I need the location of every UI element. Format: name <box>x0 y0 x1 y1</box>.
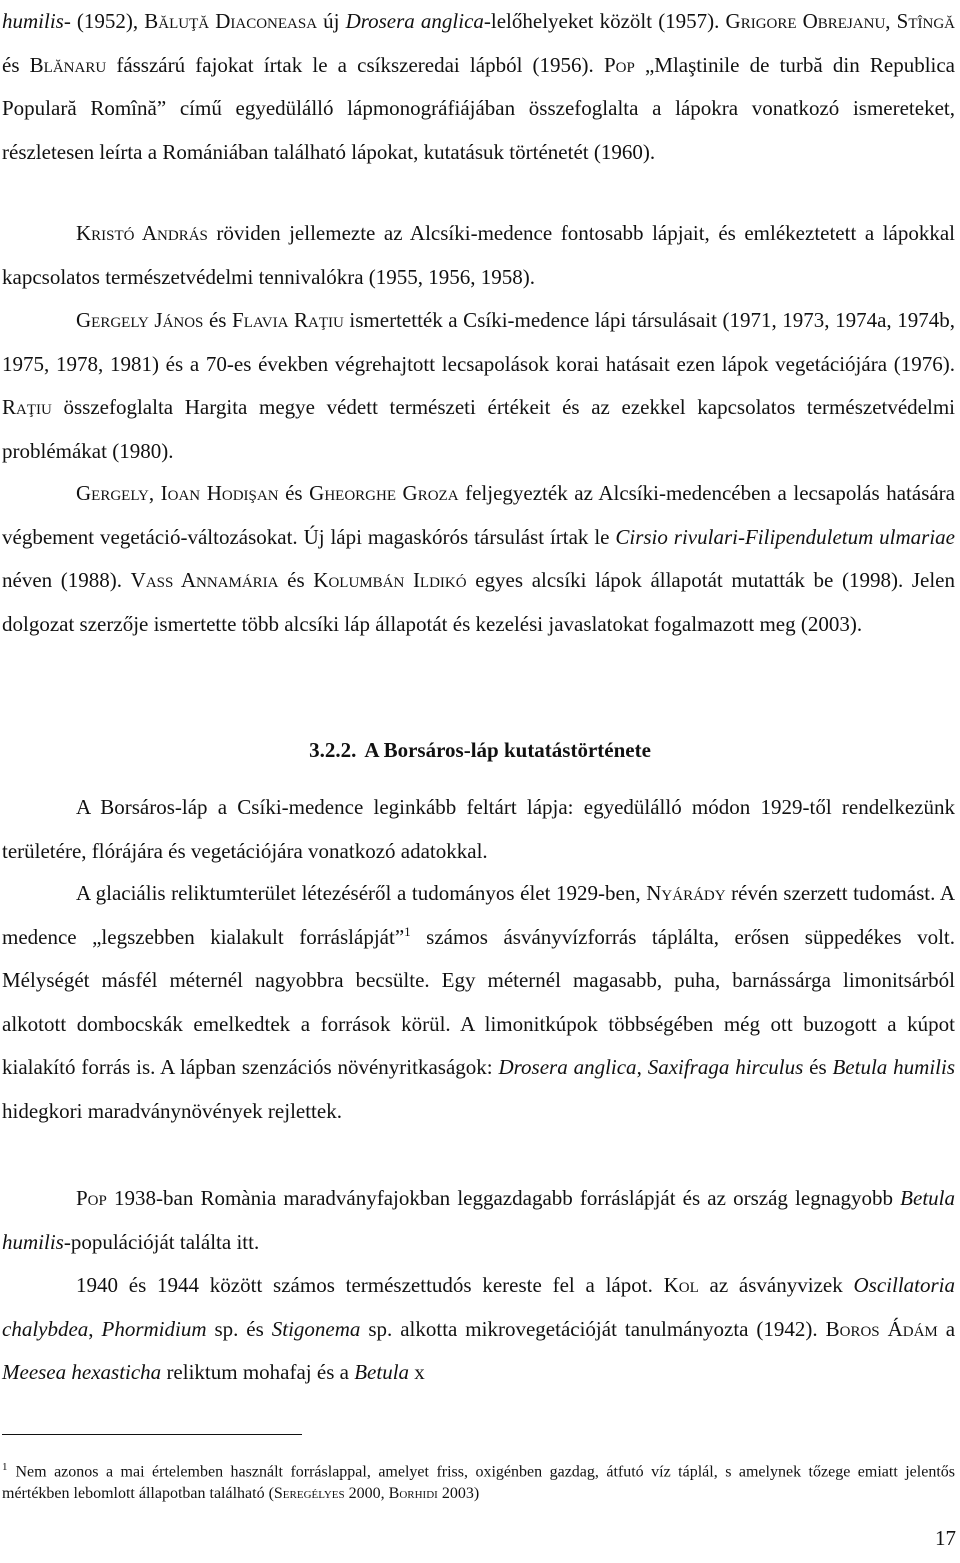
author-name: Kolumbán Ildikó <box>313 568 467 593</box>
text-run: és <box>803 1055 833 1080</box>
text-run: és <box>278 481 310 505</box>
author-name: Pop <box>76 1186 107 1210</box>
species-name: Drosera anglica <box>345 9 484 33</box>
text-run: és <box>2 52 30 77</box>
author-name: Boros Ádám <box>825 1316 938 1341</box>
paragraph-continuation <box>2 0 955 174</box>
text-run: és <box>203 308 233 332</box>
text-run: új <box>317 9 346 33</box>
species-name: Betula humilis <box>2 1186 955 1254</box>
text-run: az ásványvizek <box>698 1273 854 1297</box>
text-run: számos ásványvízforrás táplálta, erősen süppedékes volt. Mélységét másfél méternél nagyobbra becsülte. Egy méternél magasabb, puha, barnássárga limonitsárból alkotott dombocskák emelkedtek a források körül. A limonitkúpok többségében még ott buzogott a kúpot kialakító forrás is. A lápban szenzációs növényritkaságok: <box>2 924 955 1080</box>
paragraph-glacial <box>2 872 955 1134</box>
author-name: Blănaru <box>29 52 107 77</box>
paragraph-1940-1944 <box>2 1264 955 1395</box>
author-name: Kol <box>663 1273 699 1297</box>
author-name: Borhidi <box>388 1485 438 1503</box>
species-name: Betula humilis <box>832 1055 956 1080</box>
section-heading <box>0 730 960 770</box>
text-run: 2000, <box>344 1485 389 1503</box>
text-run: sp. alkotta mikrovegetációját tanulmányozta (1942). <box>360 1316 826 1341</box>
author-name: Nyárády <box>646 881 726 905</box>
text-run: fásszárú fajokat írtak le a csíkszeredai lápból (1956). <box>106 52 604 77</box>
text-run: , <box>88 1316 102 1341</box>
author-name: Gheorghe Groza <box>309 481 459 505</box>
author-name: Flavia Raţiu <box>232 308 344 332</box>
text-run: röviden jellemezte az Alcsíki-medence fontosabb lápjait, és emlékeztetett a lápokkal kapcsolatos természetvédelmi tennivalókra (1955, 1956, 1958). <box>2 221 955 289</box>
author-name: Pop <box>603 52 635 77</box>
text-run: „Mlaştinile de turbă din Republica Populară Romînă” című egyedülálló lápmonográfiájában összefoglalta a lápokra vonatkozó ismereteket, részletesen leírta a Romániában található lápokat, kutatásuk történetét (1960). <box>2 52 955 164</box>
text-run: révén szerzett tudomást. A medence „legszebben kialakult forráslápját” <box>2 881 955 949</box>
paragraph-kristo <box>2 212 955 299</box>
paragraph-gergely-hodisan <box>2 472 955 646</box>
text-run: , <box>636 1055 648 1080</box>
species-name: Cirsio rivulari-Filipenduletum ulmariae <box>615 524 955 549</box>
text-run: és <box>278 568 314 593</box>
text-run: - (1952), <box>63 9 145 33</box>
footnote-reference: 1 <box>404 923 411 939</box>
section-number: 3.2.2. <box>309 738 357 762</box>
species-name: Phormidium <box>101 1316 207 1341</box>
species-name: Meesea hexasticha <box>2 1360 162 1385</box>
text-run: 1940 és 1944 között számos természettudós kereste fel a lápot. <box>76 1273 664 1297</box>
text-run: Nem azonos a mai értelemben használt forráslappal, amelyet friss, oxigénben gazdag, átfutó víz táplál, s amelynek tőzege emiatt jelentős mértékben lebomlott állapotban található ( <box>2 1463 955 1503</box>
author-name: Kristó András <box>76 221 208 245</box>
text-run: összefoglalta Hargita megye védett természeti értékeit és az ezekkel kapcsolatos természetvédelmi problémákat (1980). <box>2 395 955 463</box>
text-run: A Borsáros-láp a Csíki-medence leginkább feltárt lápja: egyedülálló módon 1929-től rendelkezünk területére, flórájára és vegetációjára vonatkozó adatokkal. <box>2 795 955 863</box>
author-name: Vass Annamária <box>130 568 279 593</box>
species-name: Oscillatoria chalybdea <box>2 1273 956 1341</box>
author-name: Ioan Hodişan <box>160 481 279 505</box>
paragraph-gergely-ratiu <box>2 299 955 473</box>
author-name: Seregélyes <box>273 1485 345 1503</box>
text-run: x <box>409 1360 425 1385</box>
author-name: Grigore Obrejanu, Stîngă <box>725 9 955 33</box>
page-number: 17 <box>935 1526 956 1550</box>
footnote-divider <box>2 1434 302 1435</box>
species-name: Betula <box>354 1360 410 1385</box>
text-run: a <box>937 1316 956 1341</box>
species-name: Drosera anglica <box>498 1055 637 1080</box>
text-run: , <box>148 481 161 505</box>
species-name: Stigonema <box>271 1316 361 1341</box>
text-run: A glaciális reliktumterület létezéséről a tudományos élet 1929-ben, <box>76 881 647 905</box>
text-run: -lelőhelyeket közölt (1957). <box>483 9 726 33</box>
section-title: A Borsáros-láp kutatástörténete <box>364 738 651 762</box>
footnote <box>2 1456 955 1505</box>
author-name: Gergely János <box>76 308 204 332</box>
text-run: reliktum mohafaj és a <box>161 1360 355 1385</box>
text-run: hidegkori maradványnövények rejlettek. <box>2 1098 342 1123</box>
text-run: néven (1988). <box>2 568 131 593</box>
author-name: Raţiu <box>2 395 52 420</box>
text-run: feljegyezték az Alcsíki-medencében a lecsapolás hatására végbement vegetáció-változásokat. Új lápi magaskórós társulást írtak le <box>2 481 955 549</box>
text-run: sp. és <box>206 1316 272 1341</box>
species-name: humilis <box>2 9 64 33</box>
text-run: egyes alcsíki lápok állapotát mutatták be (1998). Jelen dolgozat szerzője ismertette több alcsíki láp állapotát és kezelési javaslatokat fogalmazott meg (2003). <box>2 568 955 636</box>
text-run: 2003) <box>437 1485 480 1503</box>
species-name: Saxifraga hirculus <box>647 1055 804 1080</box>
paragraph-intro <box>2 786 955 873</box>
text-run: ismertették a Csíki-medence lápi társulásait (1971, 1973, 1974a, 1974b, 1975, 1978, 1981) és a 70-es években végrehajtott lecsapolások korai hatásait ezen lápok vegetációjára (1976). <box>2 308 955 376</box>
text-run: 1938-ban Romània maradványfajokban leggazdagabb forráslápját és az ország legnagyobb <box>106 1186 901 1210</box>
text-run: -populációját találta itt. <box>63 1229 260 1254</box>
footnote-mark: 1 <box>2 1461 8 1473</box>
paragraph-pop-1938 <box>2 1177 955 1264</box>
author-name: Gergely <box>76 481 149 505</box>
author-name: Băluţă Diaconeasa <box>144 9 318 33</box>
